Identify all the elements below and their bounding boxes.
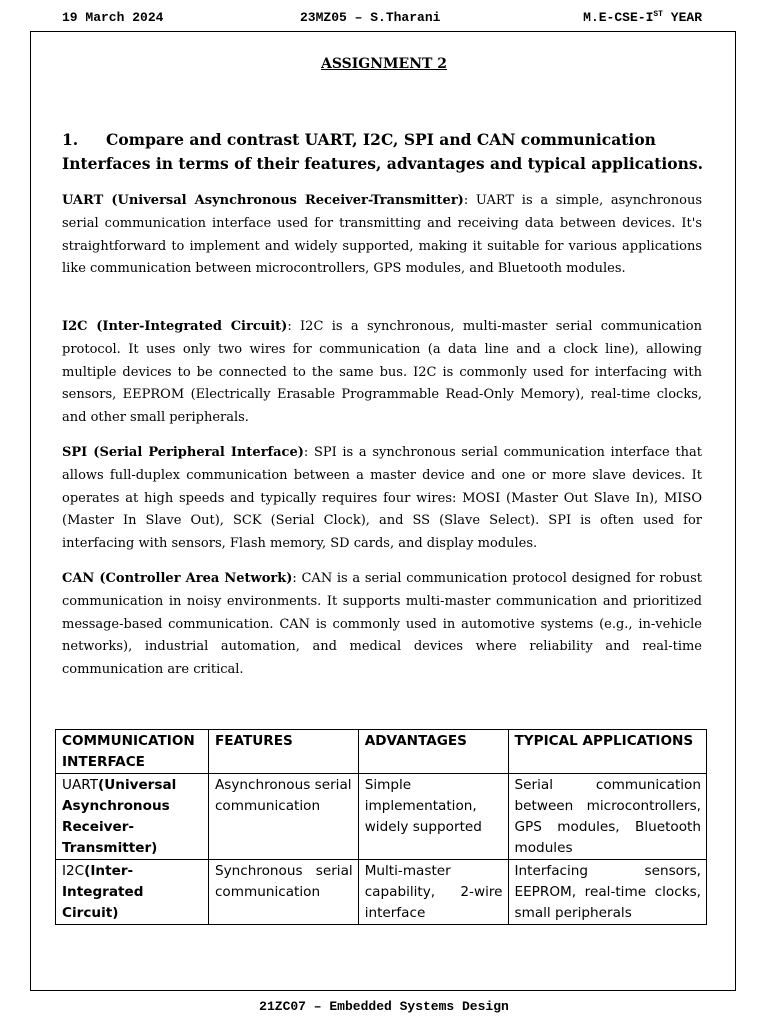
- column-header-interface: COMMUNICATION INTERFACE: [56, 730, 209, 774]
- header-date: 19 March 2024: [62, 10, 164, 25]
- header-course-suffix: YEAR: [662, 10, 702, 25]
- header-course: [583, 10, 702, 25]
- header-student: 23MZ05 – S.Tharani: [300, 10, 441, 25]
- paragraph-body: : SPI is a synchronous serial communication interface that allows full-duplex communication between a master device and one or more slave devices. It operates at high speeds and typically requires four wires: MOSI (Master Out Slave In), MISO (Master In Slave Out), SCK (Serial Clock), and SS (Slave Select). SPI is often used for interfacing with sensors, Flash memory, SD cards, and display modules.: [62, 445, 702, 552]
- paragraph-uart: [62, 190, 702, 281]
- interface-abbr: I2C: [62, 863, 85, 879]
- column-header-features: FEATURES: [208, 730, 358, 774]
- column-header-applications: TYPICAL APPLICATIONS: [508, 730, 707, 774]
- cell-applications: Serial communication between microcontrollers, GPS modules, Bluetooth modules: [508, 774, 707, 860]
- paragraph-term: I2C (Inter-Integrated Circuit): [62, 319, 288, 334]
- header-course-prefix: M.E-CSE-I: [583, 10, 654, 25]
- paragraph-spi: [62, 442, 702, 556]
- cell-interface: [56, 774, 209, 860]
- assignment-title: ASSIGNMENT 2: [320, 56, 448, 72]
- paragraph-i2c: [62, 316, 702, 430]
- table-row: [56, 774, 707, 860]
- interface-full-name: (Inter-Integrated Circuit): [62, 863, 144, 921]
- cell-advantages: Multi-master capability, 2-wire interface: [358, 860, 508, 925]
- paragraph-can: [62, 568, 702, 682]
- paragraph-term: CAN (Controller Area Network): [62, 571, 293, 586]
- question-number: 1.: [62, 130, 79, 149]
- interface-full-name: (Universal Asynchronous Receiver-Transmitter): [62, 777, 177, 856]
- paragraph-term: UART (Universal Asynchronous Receiver-Transmitter): [62, 193, 464, 208]
- header-course-superscript: ST: [653, 10, 663, 19]
- question: [62, 128, 704, 176]
- paragraph-body: : I2C is a synchronous, multi-master serial communication protocol. It uses only two wires for communication (a data line and a clock line), allowing multiple devices to be connected to the same bus. I2C is commonly used for interfacing with sensors, EEPROM (Electrically Erasable Programmable Read-Only Memory), real-time clocks, and other small peripherals.: [62, 319, 702, 426]
- paragraph-body: : CAN is a serial communication protocol designed for robust communication in noisy environments. It supports multi-master communication and prioritized message-based communication. CAN is commonly used in automotive systems (e.g., in-vehicle networks), industrial automation, and medical devices where reliability and real-time communication are critical.: [62, 571, 703, 678]
- page-footer: 21ZC07 – Embedded Systems Design: [259, 999, 509, 1014]
- cell-applications: Interfacing sensors, EEPROM, real-time clocks, small peripherals: [508, 860, 707, 925]
- paragraph-term: SPI (Serial Peripheral Interface): [62, 445, 304, 460]
- column-header-advantages: ADVANTAGES: [358, 730, 508, 774]
- question-text: Compare and contrast UART, I2C, SPI and CAN communication Interfaces in terms of their features, advantages and typical applications.: [62, 130, 703, 173]
- table-row: [56, 860, 707, 925]
- page-header: [62, 8, 702, 28]
- table-header-row: [56, 730, 707, 774]
- cell-interface: [56, 860, 209, 925]
- cell-features: Asynchronous serial communication: [208, 774, 358, 860]
- paragraph-body: : UART is a simple, asynchronous serial communication interface used for transmitting and receiving data between devices. It's straightforward to implement and widely supported, making it suitable for various applications like communication between microcontrollers, GPS modules, and Bluetooth modules.: [62, 193, 702, 277]
- cell-advantages: Simple implementation, widely supported: [358, 774, 508, 860]
- comparison-table: [55, 729, 707, 925]
- cell-features: Synchronous serial communication: [208, 860, 358, 925]
- interface-abbr: UART: [62, 777, 99, 793]
